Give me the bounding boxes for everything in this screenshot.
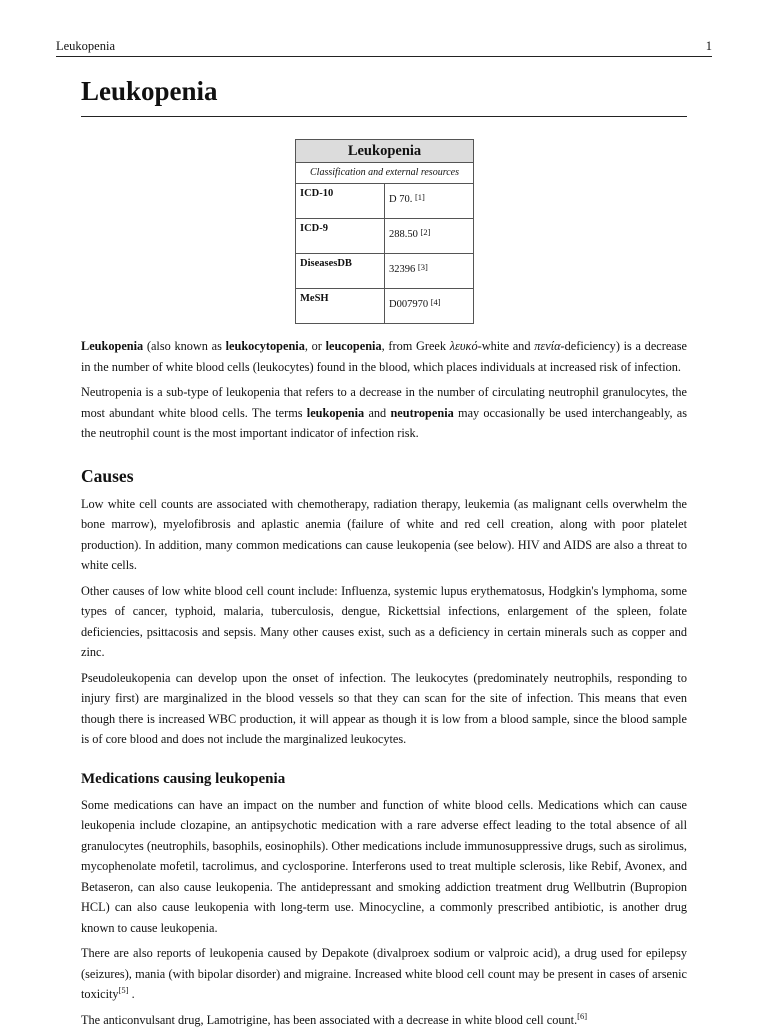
infobox-row (296, 289, 474, 324)
infobox-value: 32396 [3] (385, 254, 474, 289)
infobox-subtitle: Classification and external resources (296, 163, 474, 184)
reference-link[interactable]: [3] (418, 262, 428, 272)
causes-paragraph: Other causes of low white blood cell count include: Influenza, systemic lupus erythematosus, Hodgkin's lymphoma, some types of cancer, typhoid, malaria, tuberculosis, dengue, Rickettsial infections, enlargement of the spleen, folate deficiencies, psittacosis and sepsis. Many other causes exist, such as a deficiency in certain minerals such as copper and zinc. (81, 581, 687, 663)
infobox-row (296, 254, 474, 289)
infobox-row (296, 184, 474, 219)
infobox-value: 288.50 [2] (385, 219, 474, 254)
medications-paragraph: The anticonvulsant drug, Lamotrigine, has been associated with a decrease in white blood cell count.[6] (81, 1010, 687, 1030)
infobox-value: D007970 [4] (385, 289, 474, 324)
infobox-row (296, 219, 474, 254)
reference-link[interactable]: [6] (577, 1011, 587, 1021)
infobox (295, 139, 474, 324)
page-title: Leukopenia (81, 72, 687, 117)
medications-paragraph: Some medications can have an impact on the number and function of white blood cells. Medications which can cause leukopenia include clozapine, an antipsychotic medication with a rare adverse effect leading to the total absence of all granulocytes (neutrophils, basophils, eosinophils). Other medications include immunosuppressive drugs, such as sirolimus, mycophenolate mofetil, tacrolimus, and cyclosporine. Interferons used to treat multiple sclerosis, like Rebif, Avonex, and Betaseron, can also cause leukopenia. The antidepressant and smoking addiction treatment drug Wellbutrin (Bupropion HCL) can also cause leukopenia with long-term use. Minocycline, a commonly prescribed antibiotic, is another drug known to cause leukopenia. (81, 795, 687, 939)
intro-paragraph: Leukopenia (also known as leukocytopenia, or leucopenia, from Greek λευκό-white and πενία-deficiency) is a decrease in the number of white blood cells (leukocytes) found in the blood, which places individuals at increased risk of infection. (81, 336, 687, 377)
reference-link[interactable]: [1] (415, 192, 425, 202)
page-number: 1 (706, 38, 712, 54)
running-header (56, 38, 712, 57)
reference-link[interactable]: [2] (421, 227, 431, 237)
infobox-label: MeSH (296, 289, 385, 324)
infobox-label: DiseasesDB (296, 254, 385, 289)
reference-link[interactable]: [5] (119, 985, 129, 995)
medications-paragraph: There are also reports of leukopenia caused by Depakote (divalproex sodium or valproic acid), a drug used for epilepsy (seizures), mania (with bipolar disorder) and migraine. Increased white blood cell count may be present in cases of arsenic toxicity[5] . (81, 943, 687, 1005)
article-body (81, 72, 687, 1030)
infobox-value: D 70. [1] (385, 184, 474, 219)
infobox-label: ICD-10 (296, 184, 385, 219)
causes-paragraph: Pseudoleukopenia can develop upon the onset of infection. The leukocytes (predominately neutrophils, responding to injury first) are marginalized in the blood vessels so that they can scan for the site of infection. This means that even though there is increased WBC production, it will appear as though it is low from a blood sample, since the blood sample is of core blood and does not include the marginalized leukocytes. (81, 668, 687, 750)
causes-paragraph: Low white cell counts are associated with chemotherapy, radiation therapy, leukemia (as malignant cells overwhelm the bone marrow), myelofibrosis and aplastic anemia (failure of white and red cell creation, along with poor platelet production). In addition, many common medications can cause leukopenia (see below). HIV and AIDS are also a threat to white cells. (81, 494, 687, 576)
section-heading-causes: Causes (81, 464, 687, 488)
section-heading-medications: Medications causing leukopenia (81, 768, 687, 790)
intro-paragraph: Neutropenia is a sub-type of leukopenia that refers to a decrease in the number of circulating neutrophil granulocytes, the most abundant white blood cells. The terms leukopenia and neutropenia may occasionally be used interchangeably, as the neutrophil count is the most important indicator of infection risk. (81, 382, 687, 444)
running-title: Leukopenia (56, 38, 115, 54)
infobox-label: ICD-9 (296, 219, 385, 254)
infobox-title: Leukopenia (296, 140, 474, 163)
reference-link[interactable]: [4] (431, 297, 441, 307)
